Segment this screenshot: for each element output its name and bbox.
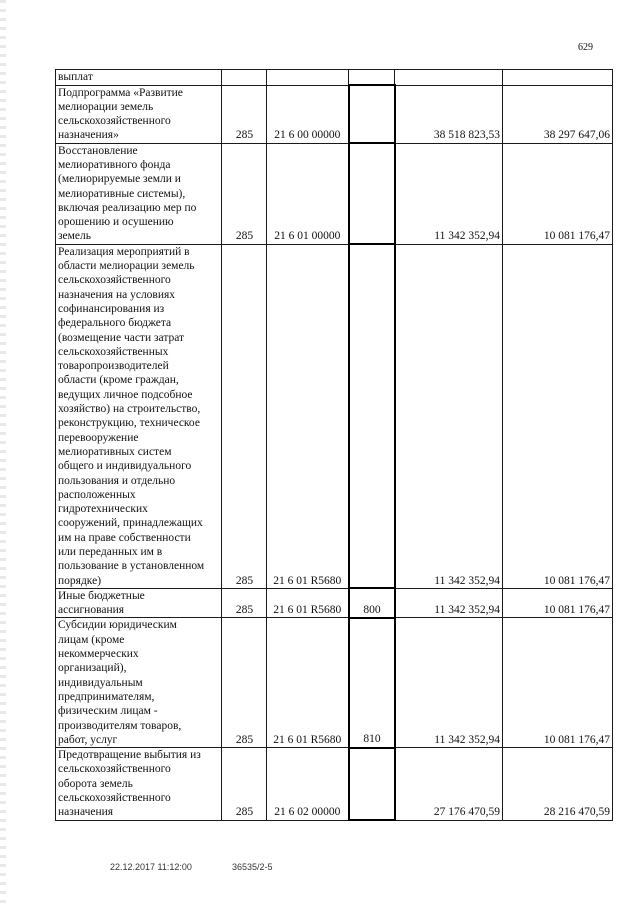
row-code-cell: 21 6 02 00000 bbox=[267, 748, 349, 820]
row-sum-second-cell: 10 081 176,47 bbox=[503, 143, 613, 244]
row-ministry-cell: 285 bbox=[222, 588, 267, 618]
row-sum-second-cell: 28 216 470,59 bbox=[503, 748, 613, 820]
table-row bbox=[56, 244, 613, 588]
footer-date: 22.12.2017 11:12:00 bbox=[110, 862, 192, 872]
row-ministry-cell: 285 bbox=[222, 748, 267, 820]
row-code-cell: 21 6 01 00000 bbox=[267, 143, 349, 244]
row-expense-type-cell bbox=[349, 85, 395, 143]
table-row bbox=[56, 85, 613, 143]
row-code-cell: 21 6 00 00000 bbox=[267, 85, 349, 143]
row-code-cell: 21 6 01 R5680 bbox=[267, 244, 349, 588]
row-sum-first-cell: 11 342 352,94 bbox=[395, 244, 503, 588]
row-name-cell: Предотвращение выбытия из сельскохозяйственного оборота земель сельскохозяйственного назначения bbox=[56, 748, 222, 820]
row-sum-first-cell: 11 342 352,94 bbox=[395, 618, 503, 748]
row-ministry-cell: 285 bbox=[222, 244, 267, 588]
row-expense-type-cell bbox=[349, 748, 395, 820]
row-name-cell: Иные бюджетные ассигнования bbox=[56, 588, 222, 618]
row-sum-second-cell: 10 081 176,47 bbox=[503, 618, 613, 748]
page-number: 629 bbox=[578, 42, 593, 53]
row-sum-second-cell: 10 081 176,47 bbox=[503, 244, 613, 588]
table-row bbox=[56, 70, 613, 86]
table-row bbox=[56, 748, 613, 820]
row-name-cell: выплат bbox=[56, 70, 222, 86]
row-sum-first-cell: 11 342 352,94 bbox=[395, 588, 503, 618]
row-expense-type-cell: 810 bbox=[349, 618, 395, 748]
row-sum-first-cell: 11 342 352,94 bbox=[395, 143, 503, 244]
row-sum-second-cell bbox=[503, 70, 613, 86]
row-name-cell: Субсидии юридическим лицам (кроме некоммерческих организаций), индивидуальным предпринимателям, физическим лицам - производителям товаров, работ, услуг bbox=[56, 618, 222, 748]
scan-edge-artifact bbox=[0, 0, 6, 905]
row-code-cell: 21 6 01 R5680 bbox=[267, 618, 349, 748]
row-code-cell: 21 6 01 R5680 bbox=[267, 588, 349, 618]
table-row bbox=[56, 143, 613, 244]
row-expense-type-cell bbox=[349, 244, 395, 588]
row-expense-type-cell: 800 bbox=[349, 588, 395, 618]
row-expense-type-cell bbox=[349, 70, 395, 86]
table-row bbox=[56, 618, 613, 748]
row-name-cell: Реализация мероприятий в области мелиорации земель сельскохозяйственного назначения на условиях софинансирования из федерального бюджета (возмещение части затрат сельскохозяйственных товаропроизводителей области (кроме граждан, ведущих личное подсобное хозяйство) на строительство, реконструкцию, техническое перевооружение мелиоративных систем общего и индивидуального пользования и отдельно расположенных гидротехнических сооружений, принадлежащих им на праве собственности или переданных им в пользование в установленном порядке) bbox=[56, 244, 222, 588]
row-ministry-cell: 285 bbox=[222, 618, 267, 748]
row-name-cell: Восстановление мелиоративного фонда (мелиорируемые земли и мелиоративные системы), включая реализацию мер по орошению и осушению земель bbox=[56, 143, 222, 244]
budget-table bbox=[55, 69, 613, 821]
row-sum-second-cell: 10 081 176,47 bbox=[503, 588, 613, 618]
row-code-cell bbox=[267, 70, 349, 86]
table-body bbox=[56, 70, 613, 821]
row-ministry-cell: 285 bbox=[222, 85, 267, 143]
row-sum-first-cell: 27 176 470,59 bbox=[395, 748, 503, 820]
row-sum-second-cell: 38 297 647,06 bbox=[503, 85, 613, 143]
row-expense-type-cell bbox=[349, 143, 395, 244]
footer-doc-number: 36535/2-5 bbox=[232, 862, 273, 872]
row-sum-first-cell bbox=[395, 70, 503, 86]
row-ministry-cell: 285 bbox=[222, 143, 267, 244]
row-sum-first-cell: 38 518 823,53 bbox=[395, 85, 503, 143]
table-row bbox=[56, 588, 613, 618]
row-ministry-cell bbox=[222, 70, 267, 86]
row-name-cell: Подпрограмма «Развитие мелиорации земель сельскохозяйственного назначения» bbox=[56, 85, 222, 143]
